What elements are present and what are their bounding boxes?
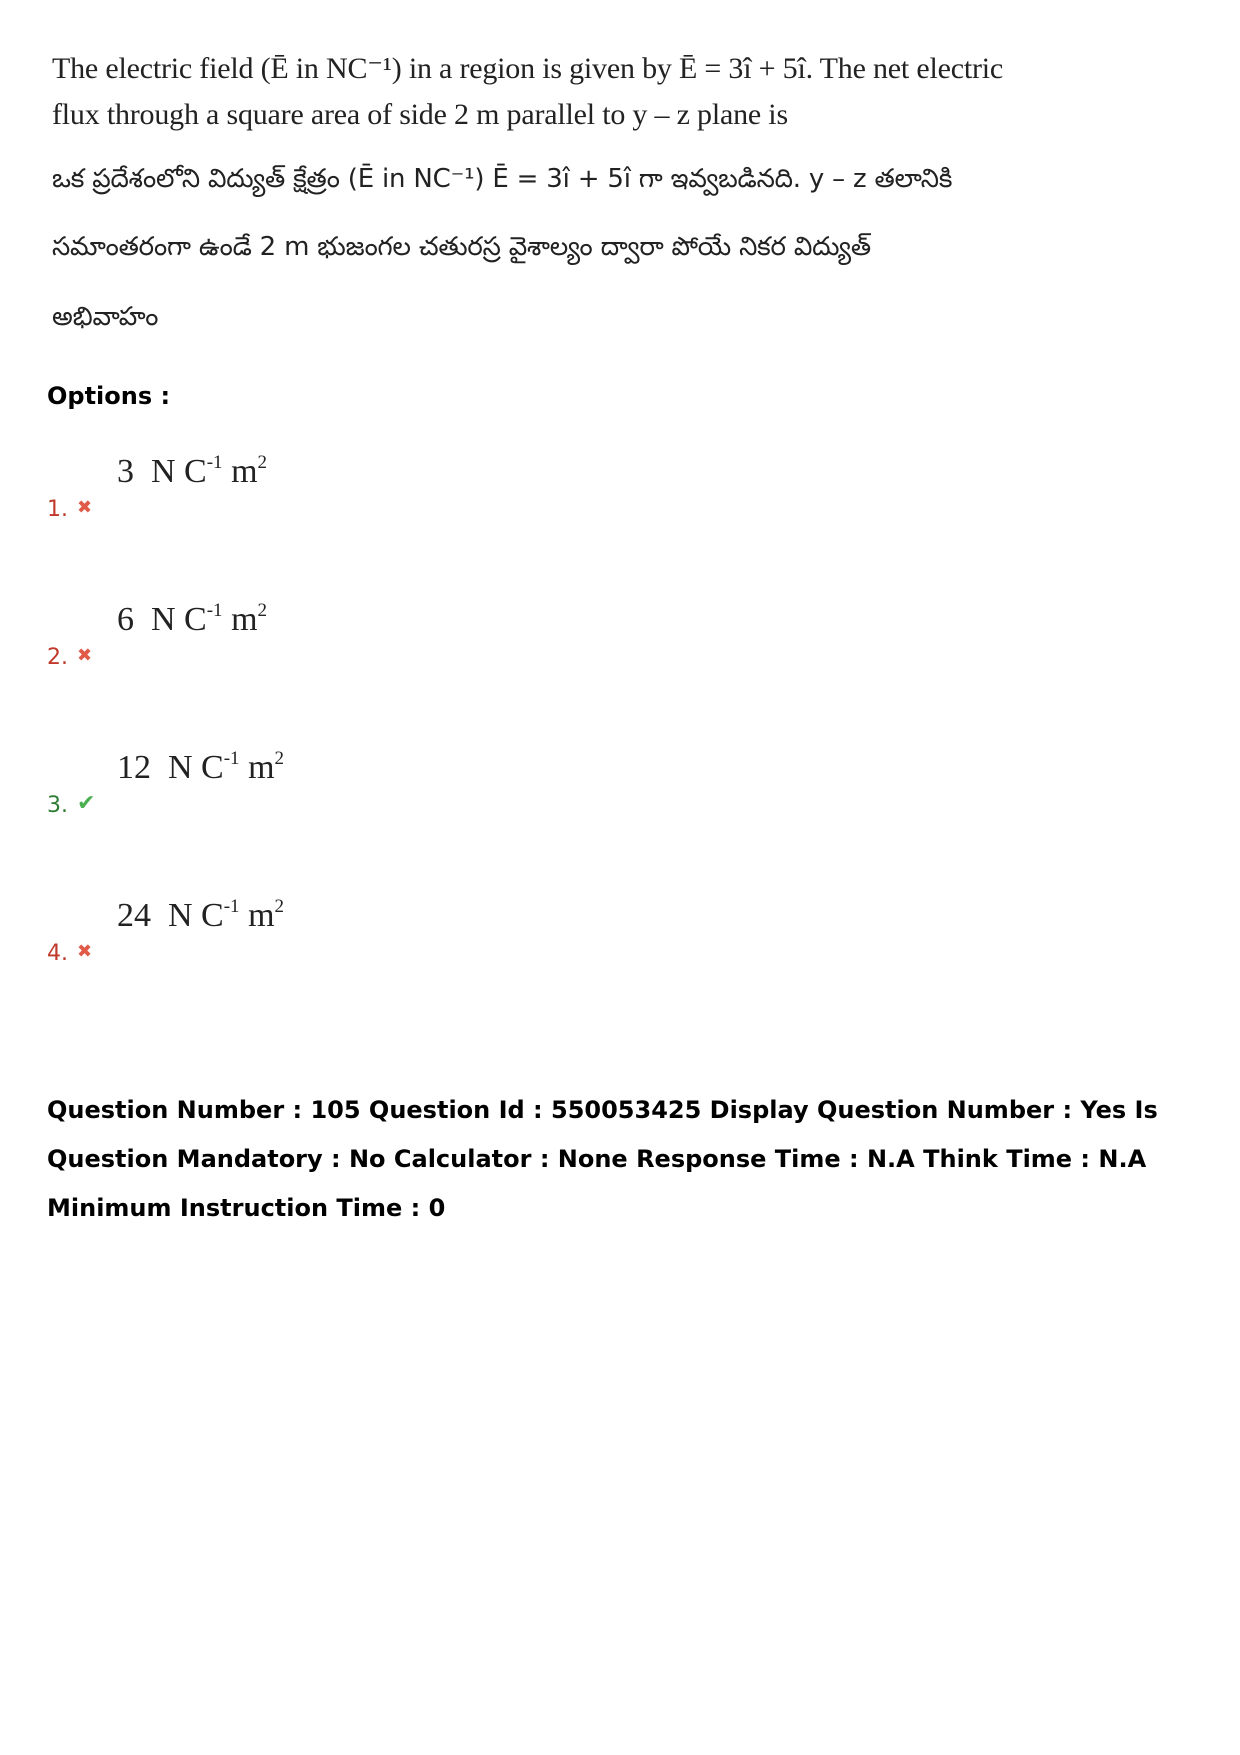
cross-icon: ✖ <box>77 497 93 518</box>
question-metadata: Question Number : 105 Question Id : 550053425 Display Question Number : Yes Is Question Mandatory : No Calculator : None Response Time : N.A Think Time : N.A Minimum Instruction Time : 0 <box>47 1096 1158 1222</box>
options-label: Options : <box>47 382 171 410</box>
question-english-line-2: flux through a square area of side 2 m parallel to y – z plane is <box>52 98 788 131</box>
option-number: 4. <box>47 941 68 966</box>
option-2 <box>47 600 547 670</box>
option-value: 24 N $C^{-1}$ $m^2$ <box>117 896 285 934</box>
question-english-line-1: The electric field (Ē in NC⁻¹) in a region is given by Ē = 3î + 5î. The net electric <box>52 52 1004 85</box>
option-number: 1. <box>47 497 68 522</box>
option-number: 3. <box>47 793 68 818</box>
option-value: 3 N $C^{-1}$ $m^2$ <box>117 452 268 490</box>
option-3 <box>47 748 547 818</box>
option-4 <box>47 896 547 966</box>
option-number: 2. <box>47 645 68 670</box>
question-text-image <box>52 46 1004 340</box>
cross-icon: ✖ <box>77 645 93 666</box>
option-1 <box>47 452 547 522</box>
option-value: 6 N $C^{-1}$ $m^2$ <box>117 600 268 638</box>
check-icon: ✔ <box>77 791 96 816</box>
question-telugu-line-2: సమాంతరంగా ఉండే 2 m భుజంగల చతురస్ర వైశాల్యం ద్వారా పోయే నికర విద్యుత్ <box>52 232 871 262</box>
option-value: 12 N $C^{-1}$ $m^2$ <box>117 748 285 786</box>
cross-icon: ✖ <box>77 941 93 962</box>
question-telugu-line-3: అభివాహం <box>52 302 159 332</box>
question-telugu-line-1: ఒక ప్రదేశంలోని విద్యుత్ క్షేత్రం (Ē in NC⁻¹) Ē = 3î + 5î గా ఇవ్వబడినది. y – z తలానికి <box>52 164 953 194</box>
